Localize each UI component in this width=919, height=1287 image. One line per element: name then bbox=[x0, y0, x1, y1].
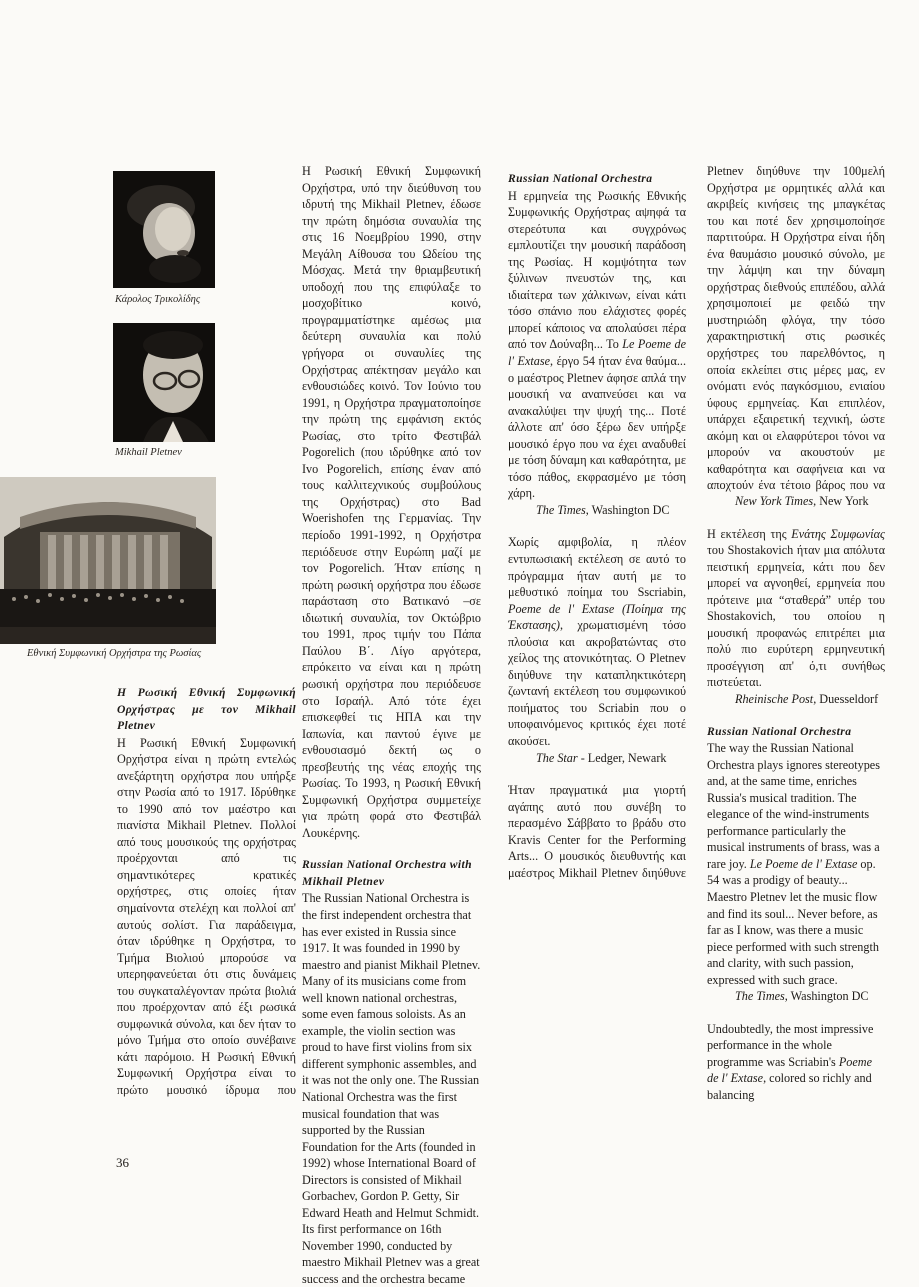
english-article-paragraph-1: The Russian National Orchestra is the first independent orchestra that has ever existed in Russia since 1917. It was founded in 1990 by maestro and pianist Mikhail Pletnev. Many of its musicians come from well known national orchestras, some even famous soloists. As an example, the violin section was proud to have first violins from six different symphonic assembles, and it was not the only one. The Russian National Orchestra was the first musical foundation that was supported by the Russian Foundation for the Arts (founded in 1992) whose International Board of Directors is consisted of Mikhail Gorbachev, Gordon P. Getty, Sir Edward Heath and Helmut Schmidt. bbox=[302, 891, 481, 1220]
review-text-part: Undoubtedly, the most impressive performance in the whole programme was Scriabin's bbox=[707, 1021, 874, 1069]
portrait-image bbox=[113, 323, 215, 442]
review-source bbox=[707, 493, 885, 510]
column-4 bbox=[707, 163, 885, 1104]
review-text-part: , χρωματισμένη τόσο πλούσια και ακροβατώντας στο χείλος της ατονικότητας. Ο Pletnev διηύθυνε την καταπληκτικότερη ζωντανή εκτέλεση του συμφωνικού ποιήματος του Scriabin που ο υποφαινόμενος κριτικός έχει ποτέ ακούσει. bbox=[508, 618, 686, 748]
review-source bbox=[508, 502, 686, 519]
column-3 bbox=[508, 163, 686, 881]
photo-caption: Εθνική Συμφωνική Ορχήστρα της Ρωσίας bbox=[27, 648, 202, 659]
review-text-part: Χωρίς αμφιβολία, η πλέον εντυπωσιακή εκτέλεση σε αυτό το πρόγραμμα ήταν αυτή με το μεθυστικό ποίημα του Sscriabin, bbox=[508, 535, 686, 600]
publication-location: , New York bbox=[813, 494, 869, 508]
page-number: 36 bbox=[116, 1155, 129, 1170]
review-text bbox=[508, 534, 686, 749]
review-text-part: The way the Russian National Orchestra plays ignores stereotypes and, at the same time, enriches Russia's musical tradition. The elegance of the wind-instruments performance particularly the musical instruments of brass, was a rare joy. bbox=[707, 741, 880, 871]
column-2 bbox=[302, 163, 481, 1287]
publication-name: Rheinische Post bbox=[735, 692, 814, 707]
review-text-part: , colored so richly and balancing bbox=[707, 1071, 872, 1102]
review-source bbox=[707, 988, 885, 1005]
column-greek-article bbox=[117, 685, 296, 1101]
greek-article-paragraph-2: Η Ρωσική Εθνική Συμφωνική Ορχήστρα, υπό την διεύθυνση του ιδρυτή της Mikhail Pletnev, έδωσε την πρώτη δημόσια συναυλία της στις 16 Νοεμβρίου 1990, στην Μεγάλη Αίθουσα του Ωδείου της Μόσχας. Μετά την θριαμβευτική υποδοχή που της επιφύλαξε το μοσχοβίτικο κοινό, προγραμματίστηκε αμέσως μια δεύτερη συναυλία και πολύ γρήγορα οι συναυλίες της Ορχήστρας απέκτησαν μεγάλο και ενθουσιώδες κοινό. Τον Ιούνιο του 1991, η Ορχήστρα πραγματοποίησε την πρώτη της εμφάνιση εκτός Ρωσίας, στο τρίτο Φεστιβάλ Pogorelich (που ιδρύθηκε από τον Ivo Pogorelich, επίσης έναν από τους καλλιτεχνικούς συμβούλους της Ορχήστρας) στο Bad Woerishofen της Γερμανίας. Την περίοδο 1991-1992, η Ορχήστρα περιόδευσε στην Ευρώπη μαζί με τον Pogorelich. Ήταν επίσης η πρώτη ρωσική ορχήστρα που έδωσε παράσταση στο Βατικανό –σε ιδιωτική συναυλία, τον Οκτώβριο του 1991, προς τιμήν του Πάπα Παύλου Β΄. Λίγο αργότερα, επρόκειτο να είναι και η πρώτη ρωσική ορχήστρα που περιόδευσε στο Ισραήλ. Από τότε έχει επισκεφθεί τις ΗΠΑ και την Ιαπωνία, και παντού έγινε με ενθουσιασμό δεκτή ως ο πρεσβευτής της νέας εποχής της Ρωσίας. Το 1993, η Ρωσική Εθνική Συμφωνική Ορχήστρα συμμετείχε για πρώτη φορά στο Φεστιβάλ Λουκέρνης. bbox=[302, 164, 481, 840]
photo-orchestra bbox=[0, 477, 216, 644]
publication-name: The Star bbox=[536, 750, 578, 765]
orchestra-stage-image bbox=[0, 477, 216, 644]
review-text-part: Η εκτέλεση της bbox=[707, 526, 792, 541]
publication-name: The Times bbox=[735, 989, 785, 1004]
review-text-continued bbox=[707, 163, 885, 493]
greek-reviews-heading: Russian National Orchestra bbox=[508, 172, 653, 185]
work-title: Le Poeme de l' Extase bbox=[508, 337, 686, 368]
review-text bbox=[707, 526, 885, 691]
photo-mikhail-pletnev bbox=[113, 323, 215, 442]
review-text-part: Η ερμηνεία της Ρωσικής Εθνικής Συμφωνικής Ορχήστρας αψηφά τα στερεότυπα και συγχρόνως εμπλουτίζει την μουσική παράδοση της Ρωσίας. Η κομψότητα των ξύλινων πνευστών της, και ιδιαίτερα των χάλκινων, είναι κάτι τόσο σπάνιο που ελάχιστες φορές μπορεί κάποιος να απολαύσει πέρα από τον Δούναβη... Το bbox=[508, 188, 686, 352]
greek-article-heading: Η Ρωσική Εθνική Συμφωνική Ορχήστρας με τον Mikhail Pletnev bbox=[117, 686, 296, 732]
review-source bbox=[508, 750, 686, 767]
review-text bbox=[508, 188, 686, 502]
review-text-part: του Shostakovich ήταν μια απόλυτα πειστική ερμηνεία, κάτι που δεν μπορεί να αγνοηθεί, ερμηνεία που πρότεινε μια “σταθερά” υπέρ του Shostakovich, του οποίου η μουσική προφανώς επιτρέπει μια πολύ πιο ευρύτερη ερμηνευτική προσέγγιση απ' ό,τι συνήθως πιστεύεται. bbox=[707, 543, 885, 690]
photo-karolos-trikolidis bbox=[113, 171, 215, 288]
review-text: Ήταν πραγματικά μια γιορτή αγάπης αυτό που συνέβη το περασμένο Σάββατο το βράδυ στο Kravis Center for the Performing Arts... Ο μουσικός διευθυντής και μαέστρος Mikhail Pletnev διηύθυνε bbox=[508, 783, 686, 880]
work-title: Poeme de l' Extase (Ποίημα της Έκστασης) bbox=[508, 601, 686, 633]
publication-name: New York Times bbox=[735, 494, 814, 508]
review-text-part: , έργο 54 ήταν ένα θαύμα... ο μαέστρος Pletnev άφησε απλά την μουσική να αναπνεύσει και να ανακαλύψει την ψυχή της... Ποτέ άλλοτε απ' όσο ξέρω δεν υπήρξε μουσικό έργο που να έχει αναδυθεί με τόση δύναμη και καθαρότητα, με τόσο πάθος, εκφρασμένο με τόση χάρη. bbox=[508, 353, 686, 501]
english-article-paragraph-2: Its first performance on 16th November 1990, conducted by maestro Mikhail Pletnev was a great success and the orchestra became bbox=[302, 1222, 480, 1286]
english-reviews-heading: Russian National Orchestra bbox=[707, 724, 852, 738]
greek-article-paragraph-1: Η Ρωσική Εθνική Συμφωνική Ορχήστρα είναι η πρώτη εντελώς ανεξάρτητη ορχήστρα που υπήρξε στην Ρωσία από το 1917. Ιδρύθηκε το 1990 από τον μαέστρο και πιανίστα Mikhail Pletnev. Πολλοί από τους μουσικούς της ορχήστρας προέρχονται από τις σημαντικότερες κρατικές ορχήστρες, στις οποίες ήταν σημαίνοντα στελέχη και πολλοί απ' αυτούς σολίστ. Για παράδειγμα, όταν ιδρύθηκε η Ορχήστρα, το Τμήμα Βιολιού μπορούσε να υπερηφανεύεται ότι στις δυνάμεις του συγκαταλέγονταν πρώτα βιολιά που προέρχονταν από έξι ρωσικά συμφωνικά σύνολα, και δεν ήταν το μόνο Τμήμα στο οποίο συνέβαινε κάτι παρόμοιο. Η Ρωσική Εθνική Συμφωνική Ορχήστρα είναι το πρώτο μουσικό ίδρυμα που bbox=[117, 735, 296, 1097]
review-source bbox=[707, 691, 885, 708]
review-text-part: Pletnev διηύθυνε την 100μελή Ορχήστρα με ορμητικές αλλά και ακριβείς κινήσεις της μπαγκέτας του και ποτέ δεν χρησιμοποίησε παρτιτούρα. Η Ορχήστρα είναι ήδη ένα θαυμάσιο μουσικό σύνολο, με την λάμψη και την δύναμη ορχήστρας διεθνούς επιπέδου, αλλά χρησιμοποιεί με φειδώ την μυστηριώδη φλόγα, την τόσο χαρακτηριστική στις ρωσικές ορχήστρες του παρελθόντος, η οποία εκλείπει στις μέρες μας, εν ονόματι ενός παγκόσμιου, ενιαίου ύφους ερμηνείας. Και επιπλέον, υπάρχει εξαιρετική τεχνική, ώστε ακόμη και οι ελαφρύτεροι τόνοι να μπορούν να ακουστούν με καθαρότητα και σαφήνεια και να αποχτούν ένα τέτοιο βάρος που να bbox=[707, 164, 885, 493]
english-article-heading: Russian National Orchestra with Mikhail Pletnev bbox=[302, 858, 472, 888]
publication-location: , Duesseldorf bbox=[813, 692, 879, 707]
publication-location: , Washington DC bbox=[784, 989, 869, 1004]
work-title: Poeme de l' Extase bbox=[707, 1054, 872, 1086]
portrait-image bbox=[113, 171, 215, 288]
publication-name: The Times bbox=[536, 502, 586, 517]
review-text-part: op. 54 was a prodigy of beauty... Maestro Pletnev let the music flow and find its soul... Never before, as far as I know, was there a music piece performed with such strength and clarity, with such passion, expressed with such grace. bbox=[707, 856, 879, 987]
work-title: Le Poeme de l' Extase bbox=[749, 856, 858, 871]
work-title: Ενάτης Συμφωνίας bbox=[791, 526, 885, 541]
photo-caption: Mikhail Pletnev bbox=[115, 447, 182, 458]
publication-location: - Ledger, Newark bbox=[577, 750, 667, 765]
photo-caption: Κάρολος Τρικολίδης bbox=[115, 294, 201, 305]
review-text bbox=[707, 740, 885, 988]
publication-location: , Washington DC bbox=[585, 502, 670, 517]
review-text bbox=[707, 1021, 885, 1104]
